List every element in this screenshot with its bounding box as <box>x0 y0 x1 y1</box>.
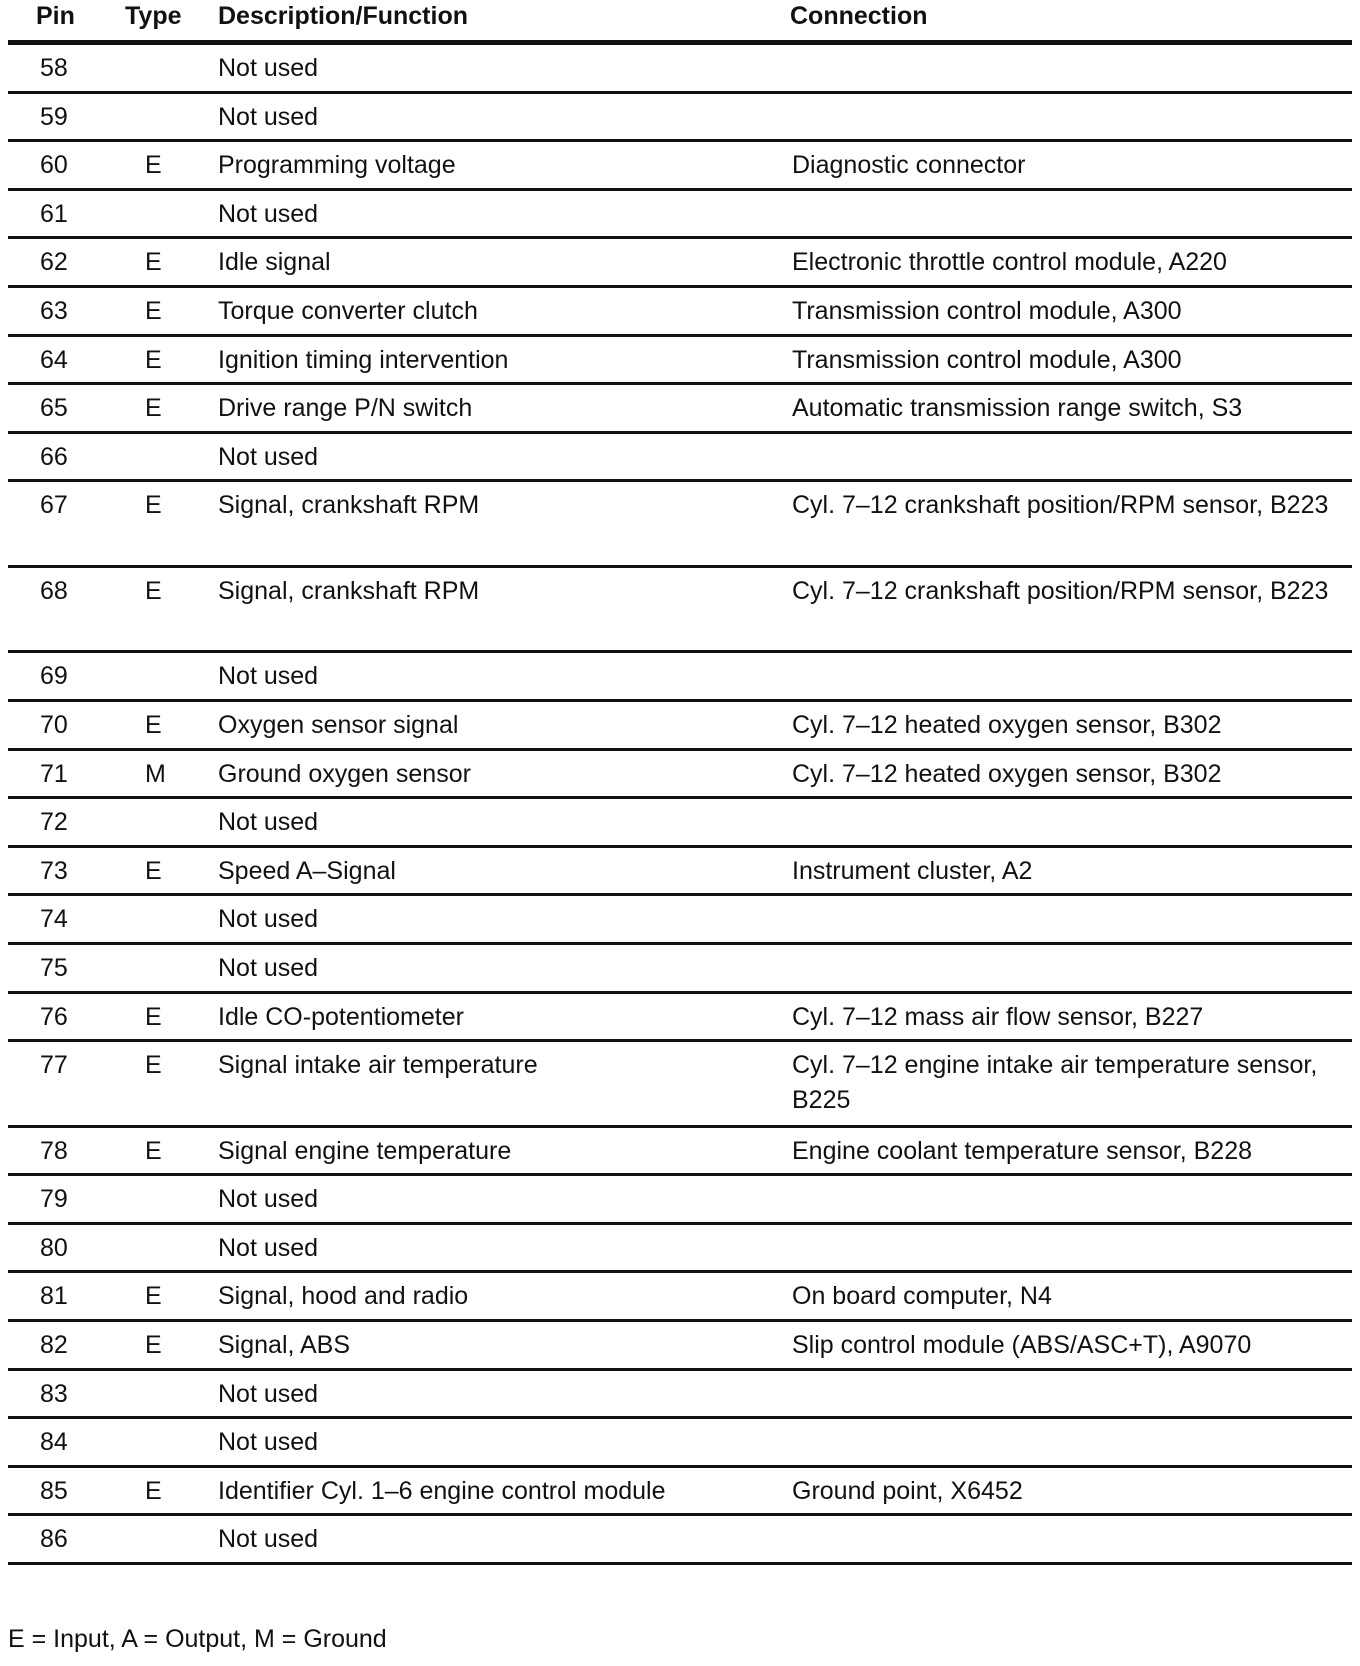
connection-cell: Ground point, X6452 <box>792 1476 1023 1505</box>
description-cell: Not used <box>218 662 319 691</box>
description-cell: Signal intake air temperature <box>218 1051 538 1080</box>
connection-cell: Cyl. 7–12 mass air flow sensor, B227 <box>792 1002 1204 1031</box>
pin-cell: 76 <box>40 1002 68 1031</box>
pin-cell: 73 <box>40 856 68 885</box>
connection-cell: Cyl. 7–12 crankshaft position/RPM sensor, B223 <box>792 491 1329 520</box>
type-cell: E <box>145 1330 162 1359</box>
pin-cell: 60 <box>40 151 68 180</box>
description-cell: Not used <box>218 953 319 982</box>
header-type: Type <box>125 2 182 30</box>
table-row <box>8 568 1352 654</box>
pin-cell: 82 <box>40 1330 68 1359</box>
table-row <box>8 239 1352 288</box>
type-cell: E <box>145 1051 162 1080</box>
connection-cell: Cyl. 7–12 heated oxygen sensor, B302 <box>792 759 1222 788</box>
type-cell: E <box>145 1002 162 1031</box>
type-cell: E <box>145 248 162 277</box>
connection-cell: Cyl. 7–12 crankshaft position/RPM sensor, B223 <box>792 576 1329 605</box>
description-cell: Signal engine temperature <box>218 1136 512 1165</box>
description-cell: Drive range P/N switch <box>218 394 473 423</box>
connection-cell: Diagnostic connector <box>792 151 1026 180</box>
table-row <box>8 191 1352 240</box>
table-row <box>8 702 1352 751</box>
description-cell: Ground oxygen sensor <box>218 759 471 788</box>
pin-cell: 83 <box>40 1379 68 1408</box>
pin-cell: 58 <box>40 54 68 82</box>
description-cell: Identifier Cyl. 1–6 engine control module <box>218 1476 666 1505</box>
pinout-table <box>8 0 1352 1565</box>
connection-cell: Slip control module (ABS/ASC+T), A9070 <box>792 1330 1252 1359</box>
connection-cell: Transmission control module, A300 <box>792 345 1182 374</box>
description-cell: Oxygen sensor signal <box>218 710 459 739</box>
table-row <box>8 1042 1352 1128</box>
pin-cell: 78 <box>40 1136 68 1165</box>
description-cell: Not used <box>218 1379 319 1408</box>
type-legend: E = Input, A = Output, M = Ground <box>8 1625 387 1653</box>
description-cell: Torque converter clutch <box>218 296 478 325</box>
type-cell: E <box>145 576 162 605</box>
description-cell: Not used <box>218 199 319 228</box>
table-row <box>8 1516 1352 1565</box>
description-cell: Ignition timing intervention <box>218 345 509 374</box>
type-cell: E <box>145 1136 162 1165</box>
pin-cell: 81 <box>40 1282 68 1311</box>
description-cell: Idle signal <box>218 248 331 277</box>
pin-cell: 71 <box>40 759 68 788</box>
pin-cell: 64 <box>40 345 68 374</box>
header-pin: Pin <box>36 2 75 30</box>
table-row <box>8 1419 1352 1468</box>
table-row <box>8 799 1352 848</box>
type-cell: E <box>145 1476 162 1505</box>
pin-cell: 85 <box>40 1476 68 1505</box>
description-cell: Signal, crankshaft RPM <box>218 576 480 605</box>
description-cell: Signal, hood and radio <box>218 1282 469 1311</box>
pin-cell: 70 <box>40 710 68 739</box>
connection-cell: Electronic throttle control module, A220 <box>792 248 1227 277</box>
pin-cell: 80 <box>40 1233 68 1262</box>
table-row <box>8 848 1352 897</box>
header-description: Description/Function <box>218 2 468 30</box>
type-cell: E <box>145 296 162 325</box>
table-row <box>8 1371 1352 1420</box>
connection-cell: Transmission control module, A300 <box>792 296 1182 325</box>
pin-cell: 63 <box>40 296 68 325</box>
description-cell: Speed A–Signal <box>218 856 396 885</box>
table-body <box>8 45 1352 1565</box>
description-cell: Not used <box>218 102 319 131</box>
pin-cell: 74 <box>40 905 68 934</box>
description-cell: Not used <box>218 442 319 471</box>
connection-cell: Automatic transmission range switch, S3 <box>792 394 1243 423</box>
description-cell: Not used <box>218 808 319 837</box>
pin-cell: 68 <box>40 576 68 605</box>
description-cell: Not used <box>218 54 319 82</box>
pin-cell: 86 <box>40 1525 68 1554</box>
pin-cell: 84 <box>40 1428 68 1457</box>
table-row <box>8 1468 1352 1517</box>
description-cell: Not used <box>218 1233 319 1262</box>
table-row <box>8 1322 1352 1371</box>
table-row <box>8 337 1352 386</box>
pin-cell: 61 <box>40 199 68 228</box>
table-row <box>8 434 1352 483</box>
pin-cell: 79 <box>40 1185 68 1214</box>
pin-cell: 67 <box>40 491 68 520</box>
header-connection: Connection <box>790 2 928 30</box>
connection-cell: Cyl. 7–12 engine intake air temperature sensor, B225 <box>792 1051 1318 1115</box>
table-row <box>8 1225 1352 1274</box>
table-row <box>8 994 1352 1043</box>
description-cell: Signal, crankshaft RPM <box>218 491 480 520</box>
connection-cell: Cyl. 7–12 heated oxygen sensor, B302 <box>792 710 1222 739</box>
table-row <box>8 288 1352 337</box>
table-row <box>8 653 1352 702</box>
connection-cell: Engine coolant temperature sensor, B228 <box>792 1136 1253 1165</box>
description-cell: Not used <box>218 905 319 934</box>
table-row <box>8 945 1352 994</box>
pin-cell: 77 <box>40 1051 68 1080</box>
description-cell: Not used <box>218 1428 319 1457</box>
description-cell: Idle CO-potentiometer <box>218 1002 464 1031</box>
description-cell: Not used <box>218 1185 319 1214</box>
pin-cell: 59 <box>40 102 68 131</box>
type-cell: E <box>145 394 162 423</box>
connection-cell: On board computer, N4 <box>792 1282 1052 1311</box>
type-cell: E <box>145 710 162 739</box>
table-row <box>8 45 1352 94</box>
description-cell: Programming voltage <box>218 151 456 180</box>
table-row <box>8 142 1352 191</box>
type-cell: E <box>145 856 162 885</box>
type-cell: M <box>145 759 166 788</box>
table-row <box>8 1128 1352 1177</box>
table-row <box>8 1176 1352 1225</box>
pin-cell: 62 <box>40 248 68 277</box>
description-cell: Signal, ABS <box>218 1330 351 1359</box>
pin-cell: 69 <box>40 662 68 691</box>
table-row <box>8 482 1352 568</box>
type-cell: E <box>145 1282 162 1311</box>
table-row <box>8 94 1352 143</box>
description-cell: Not used <box>218 1525 319 1554</box>
pin-cell: 66 <box>40 442 68 471</box>
type-cell: E <box>145 151 162 180</box>
pin-cell: 72 <box>40 808 68 837</box>
table-header <box>8 0 1352 40</box>
table-row <box>8 896 1352 945</box>
table-row <box>8 751 1352 800</box>
type-cell: E <box>145 345 162 374</box>
type-cell: E <box>145 491 162 520</box>
pin-cell: 65 <box>40 394 68 423</box>
connection-cell: Instrument cluster, A2 <box>792 856 1033 885</box>
table-row <box>8 1273 1352 1322</box>
pin-cell: 75 <box>40 953 68 982</box>
table-row <box>8 385 1352 434</box>
